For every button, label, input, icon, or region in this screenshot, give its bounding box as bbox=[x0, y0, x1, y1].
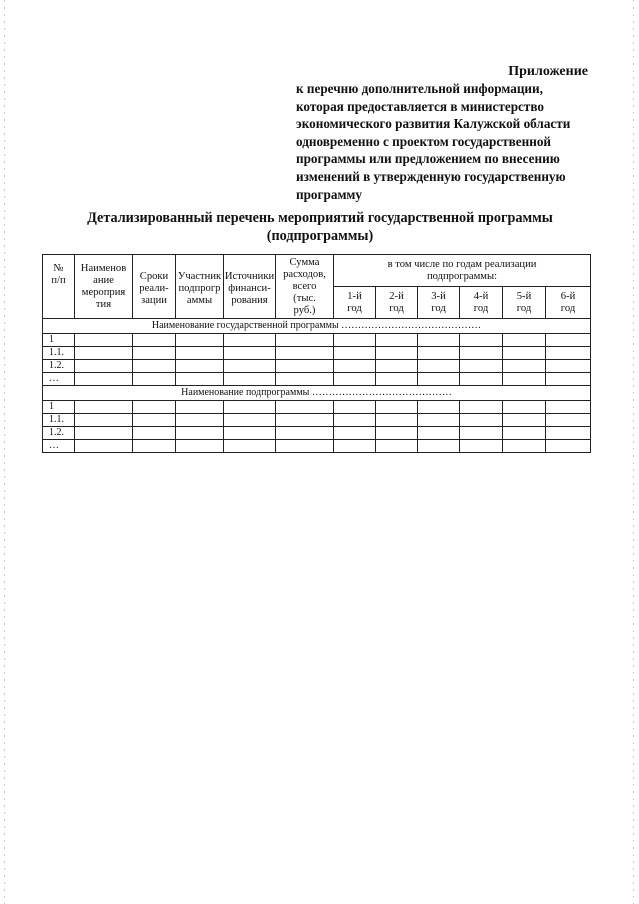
table-row bbox=[43, 360, 591, 373]
appendix-line: программы или предложением по внесению bbox=[296, 151, 560, 167]
scan-edge-right bbox=[633, 0, 634, 904]
activities-table bbox=[42, 254, 591, 453]
section-label: Наименование государственной программы …………………………………… bbox=[43, 319, 591, 334]
section-label: Наименование подпрограммы …………………………………… bbox=[43, 386, 591, 401]
table-row bbox=[43, 414, 591, 427]
document-title-line: (подпрограммы) bbox=[266, 227, 374, 244]
header-num: № п/п bbox=[43, 255, 75, 319]
row-number: 1 bbox=[43, 334, 75, 347]
row-number: … bbox=[43, 440, 75, 453]
table-row bbox=[43, 334, 591, 347]
header-year-6: 6-й год bbox=[546, 287, 591, 319]
section-row-subprogram bbox=[43, 386, 591, 401]
appendix-line: изменений в утвержденную государственную bbox=[296, 168, 566, 184]
table-row bbox=[43, 401, 591, 414]
row-number: … bbox=[43, 373, 75, 386]
header-sources: Источники финанси- рования bbox=[224, 255, 276, 319]
appendix-line: к перечню дополнительной информации, bbox=[296, 81, 543, 96]
header-years-group: в том числе по годам реализации подпрограммы: bbox=[334, 255, 591, 287]
table-header-row bbox=[43, 255, 591, 287]
row-number: 1.1. bbox=[43, 414, 75, 427]
appendix-text bbox=[296, 80, 596, 203]
document-title bbox=[40, 210, 600, 245]
table-row bbox=[43, 347, 591, 360]
table-row bbox=[43, 440, 591, 453]
appendix-line: которая предоставляется в министерство bbox=[296, 98, 544, 114]
appendix-line: экономического развития Калужской области bbox=[296, 116, 571, 132]
header-terms: Сроки реали- зации bbox=[133, 255, 176, 319]
appendix-line: программу bbox=[296, 186, 363, 202]
header-year-2: 2-й год bbox=[376, 287, 418, 319]
header-participant: Участник подпрогр аммы bbox=[176, 255, 224, 319]
row-number: 1.2. bbox=[43, 360, 75, 373]
header-name: Наименов ание мероприя тия bbox=[75, 255, 133, 319]
header-year-1: 1-й год bbox=[334, 287, 376, 319]
header-year-4: 4-й год bbox=[460, 287, 503, 319]
row-number: 1.2. bbox=[43, 427, 75, 440]
header-year-5: 5-й год bbox=[503, 287, 546, 319]
header-year-3: 3-й год bbox=[418, 287, 460, 319]
appendix-title: Приложение bbox=[508, 64, 588, 79]
row-number: 1.1. bbox=[43, 347, 75, 360]
document-title-line: Детализированный перечень мероприятий государственной программы bbox=[87, 210, 553, 226]
row-number: 1 bbox=[43, 401, 75, 414]
table-row bbox=[43, 373, 591, 386]
header-total: Сумма расходов, всего (тыс. руб.) bbox=[276, 255, 334, 319]
section-row-program bbox=[43, 319, 591, 334]
table-row bbox=[43, 427, 591, 440]
scan-edge-left bbox=[4, 0, 5, 904]
appendix-line: одновременно с проектом государственной bbox=[296, 133, 552, 149]
